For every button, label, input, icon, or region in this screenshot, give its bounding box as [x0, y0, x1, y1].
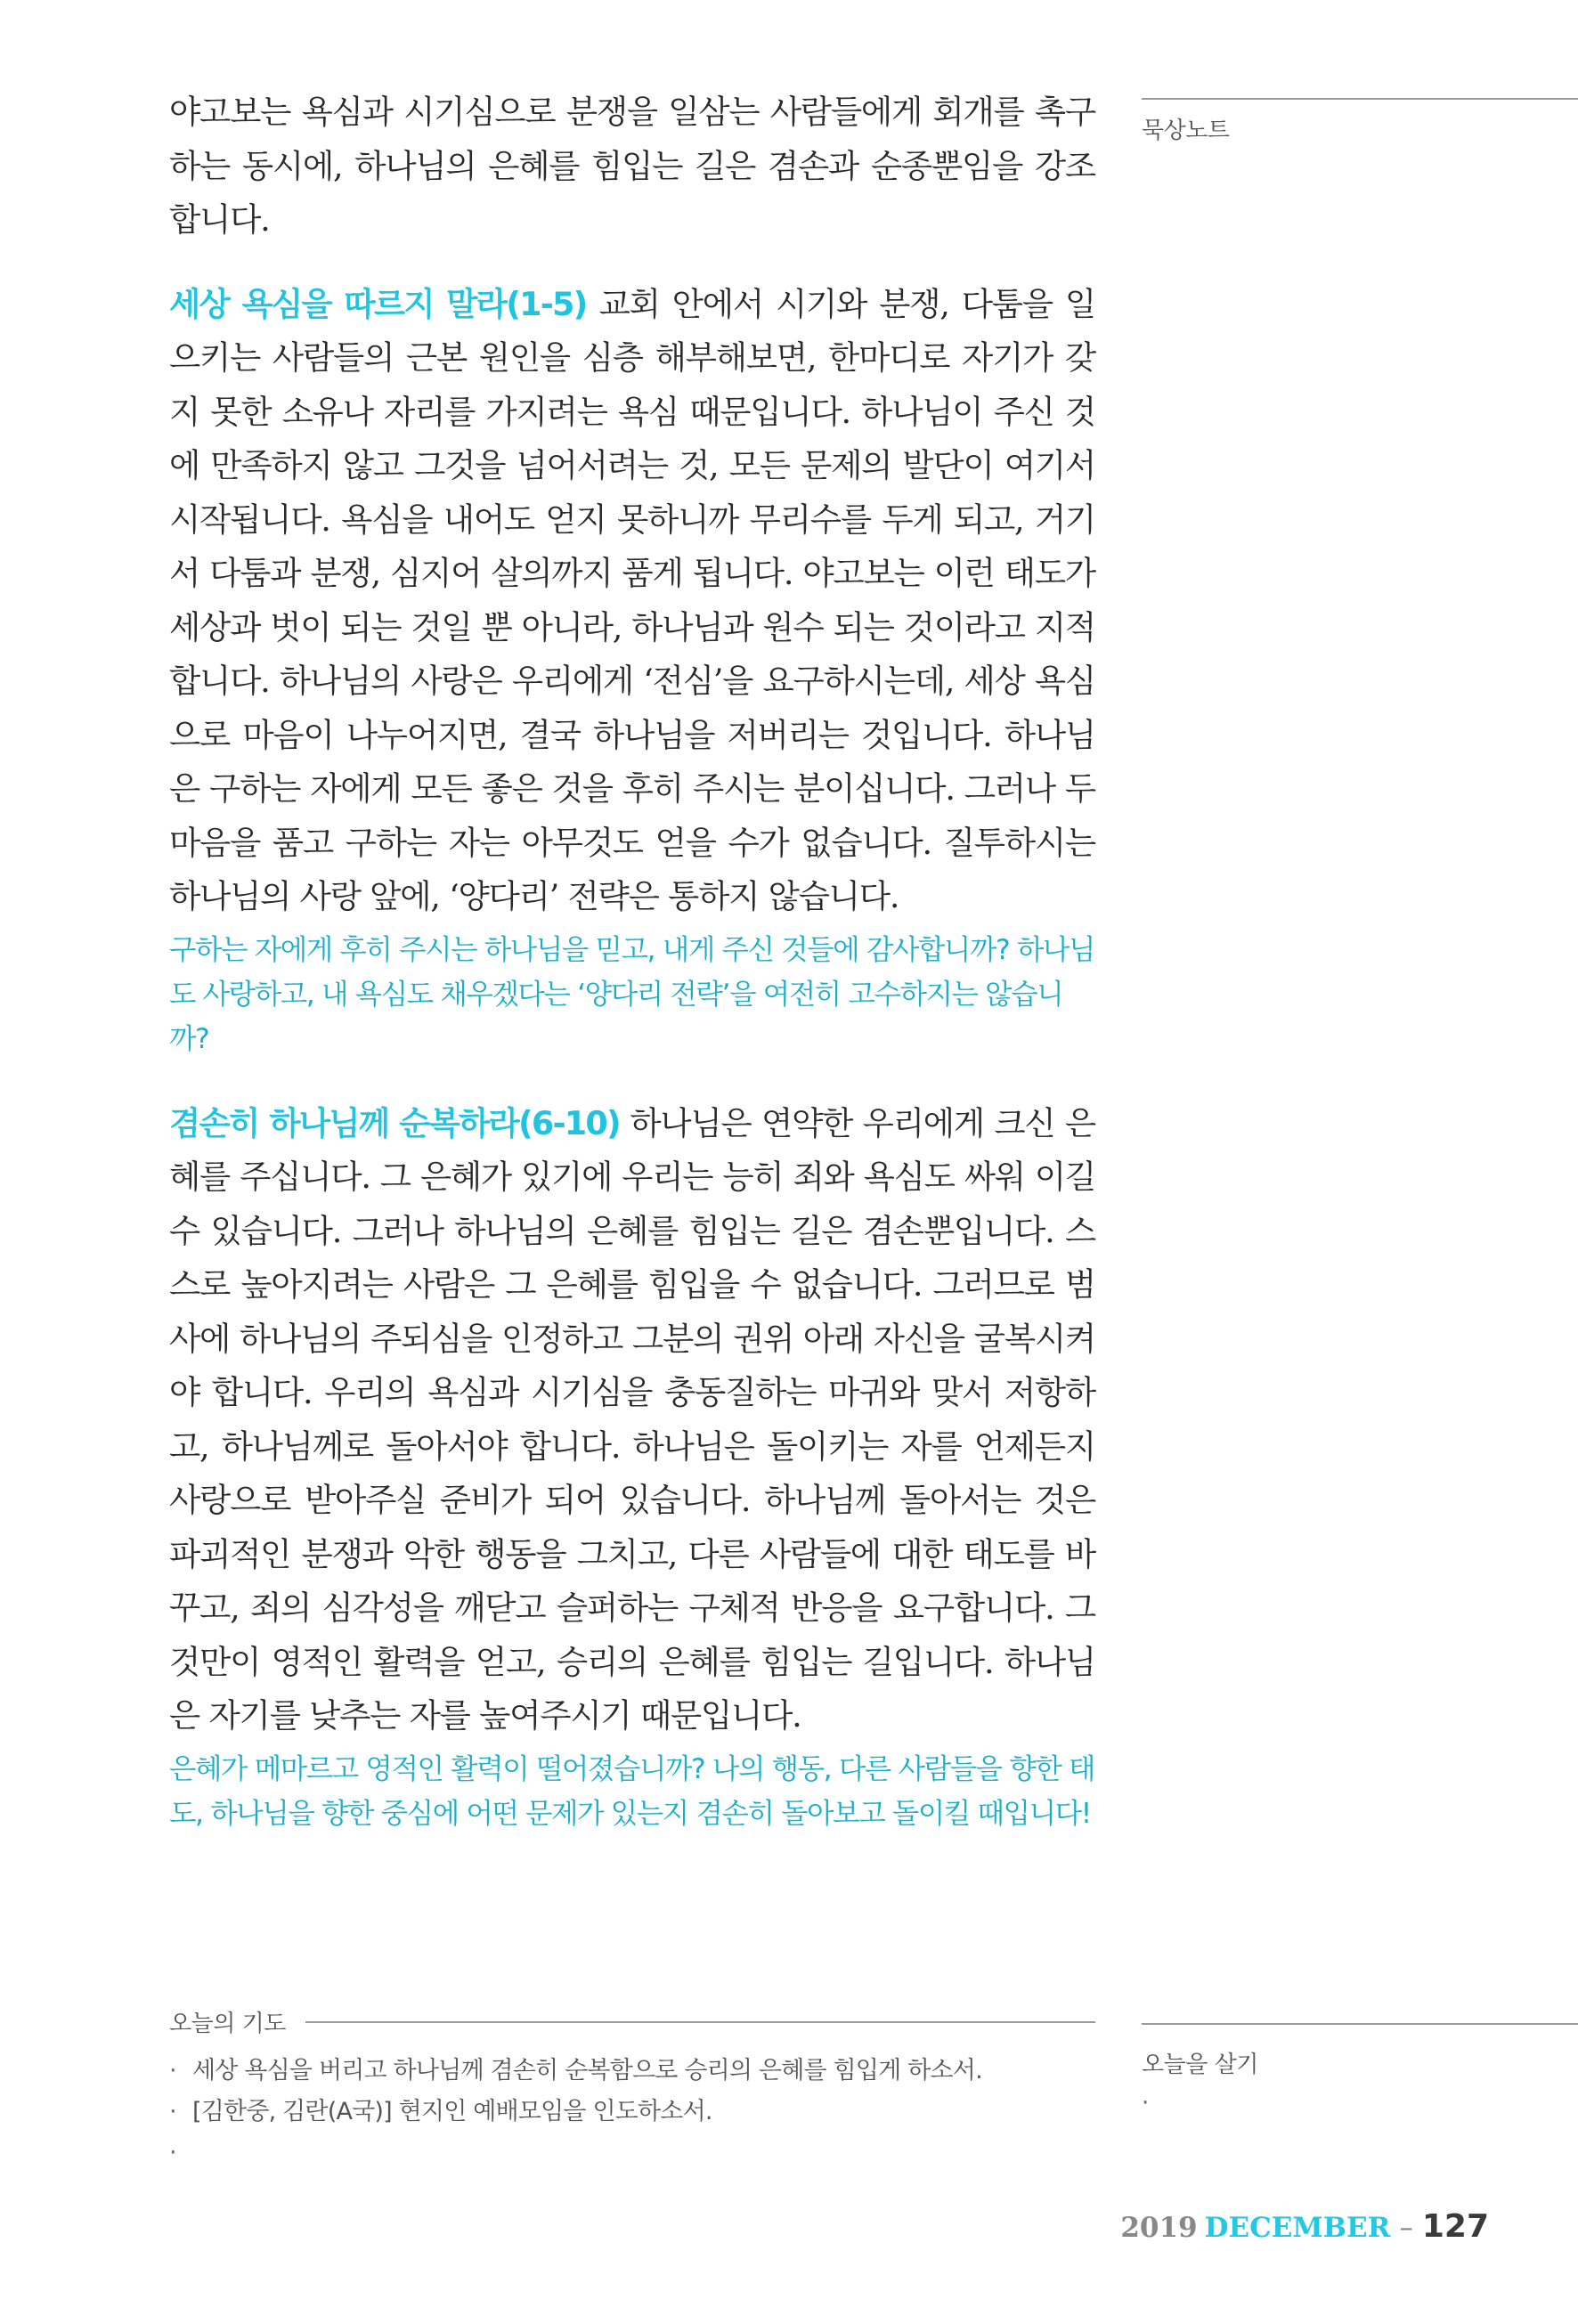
intro-paragraph: 야고보는 욕심과 시기심으로 분쟁을 일삼는 사람들에게 회개를 촉구하는 동시에, 하나님의 은혜를 힘입는 길은 겸손과 순종뿐임을 강조합니다.	[169, 93, 1095, 239]
footer-dash: –	[1399, 2212, 1413, 2244]
section-1-question: 구하는 자에게 후히 주시는 하나님을 믿고, 내게 주신 것들에 감사합니까? 하나님도 사랑하고, 내 욕심도 채우겠다는 ‘양다리 전략’을 여전히 고수하지는 않습니까?	[169, 933, 1094, 1055]
footer-year: 2019	[1120, 2212, 1198, 2244]
section-1-paragraph	[169, 278, 1095, 924]
prayer-section	[169, 2005, 1095, 2174]
living-today-panel	[1142, 2023, 1578, 2117]
prayer-title: 오늘의 기도	[169, 2011, 286, 2037]
prayer-item-text: [김한중, 김란(A국)] 현지인 예배모임을 인도하소서.	[192, 2098, 712, 2125]
bullet-icon: ·	[169, 2057, 176, 2084]
meditation-notes-label: 묵상노트	[1142, 118, 1230, 144]
prayer-list	[169, 2051, 1095, 2174]
living-today-label: 오늘을 살기	[1142, 2052, 1258, 2078]
bullet-icon: ·	[169, 2098, 176, 2125]
prayer-item	[169, 2092, 1095, 2133]
article-body	[169, 85, 1095, 1836]
prayer-item	[169, 2133, 1095, 2174]
section-2-paragraph	[169, 1097, 1095, 1743]
prayer-item	[169, 2051, 1095, 2092]
section-2-question: 은혜가 메마르고 영적인 활력이 떨어졌습니까? 나의 행동, 다른 사람들을 향한 태도, 하나님을 향한 중심에 어떤 문제가 있는지 겸손히 돌아보고 돌이킬 때입니다!	[169, 1752, 1094, 1830]
bullet-icon: ·	[169, 2139, 176, 2166]
prayer-divider	[305, 2021, 1095, 2023]
meditation-notes-panel	[1142, 98, 1578, 145]
section-1-body: 교회 안에서 시기와 분쟁, 다툼을 일으키는 사람들의 근본 원인을 심층 해부해보면, 한마디로 자기가 갖지 못한 소유나 자리를 가지려는 욕심 때문입니다. 하나님이 주신 것에 만족하지 않고 그것을 넘어서려는 것, 모든 문제의 발단이 여기서 시작됩니다. 욕심을 내어도 얻지 못하니까 무리수를 두게 되고, 거기서 다툼과 분쟁, 심지어 살의까지 품게 됩니다. 야고보는 이런 태도가 세상과 벗이 되는 것일 뿐 아니라, 하나님과 원수 되는 것이라고 지적합니다. 하나님의 사랑은 우리에게 ‘전심’을 요구하시는데, 세상 욕심으로 마음이 나누어지면, 결국 하나님을 저버리는 것입니다. 하나님은 구하는 자에게 모든 좋은 것을 후히 주시는 분이십니다. 그러나 두 마음을 품고 구하는 자는 아무것도 얻을 수가 없습니다. 질투하시는 하나님의 사랑 앞에, ‘양다리’ 전략은 통하지 않습니다.	[169, 284, 1095, 915]
prayer-item-text: 세상 욕심을 버리고 하나님께 겸손히 순복함으로 승리의 은혜를 힘입게 하소서.	[192, 2057, 982, 2084]
footer-month: DECEMBER	[1204, 2212, 1391, 2244]
section-2-body: 하나님은 연약한 우리에게 크신 은혜를 주십니다. 그 은혜가 있기에 우리는 능히 죄와 욕심도 싸워 이길 수 있습니다. 그러나 하나님의 은혜를 힘입는 길은 겸손뿐입니다. 스스로 높아지려는 사람은 그 은혜를 힘입을 수 없습니다. 그러므로 범사에 하나님의 주되심을 인정하고 그분의 권위 아래 자신을 굴복시켜야 합니다. 우리의 욕심과 시기심을 충동질하는 마귀와 맞서 저항하고, 하나님께로 돌아서야 합니다. 하나님은 돌이키는 자를 언제든지 사랑으로 받아주실 준비가 되어 있습니다. 하나님께 돌아서는 것은 파괴적인 분쟁과 악한 행동을 그치고, 다른 사람들에 대한 태도를 바꾸고, 죄의 심각성을 깨닫고 슬퍼하는 구체적 반응을 요구합니다. 그것만이 영적인 활력을 얻고, 승리의 은혜를 힘입는 길입니다. 하나님은 자기를 낮추는 자를 높여주시기 때문입니다.	[169, 1103, 1095, 1735]
bullet-icon: ·	[1142, 2090, 1150, 2117]
prayer-header	[169, 2005, 1095, 2038]
section-2-heading: 겸손히 하나님께 순복하라(6-10)	[169, 1103, 620, 1142]
page-footer	[1120, 2208, 1489, 2245]
section-1-heading: 세상 욕심을 따르지 말라(1-5)	[169, 284, 587, 323]
page-number: 127	[1421, 2208, 1489, 2245]
